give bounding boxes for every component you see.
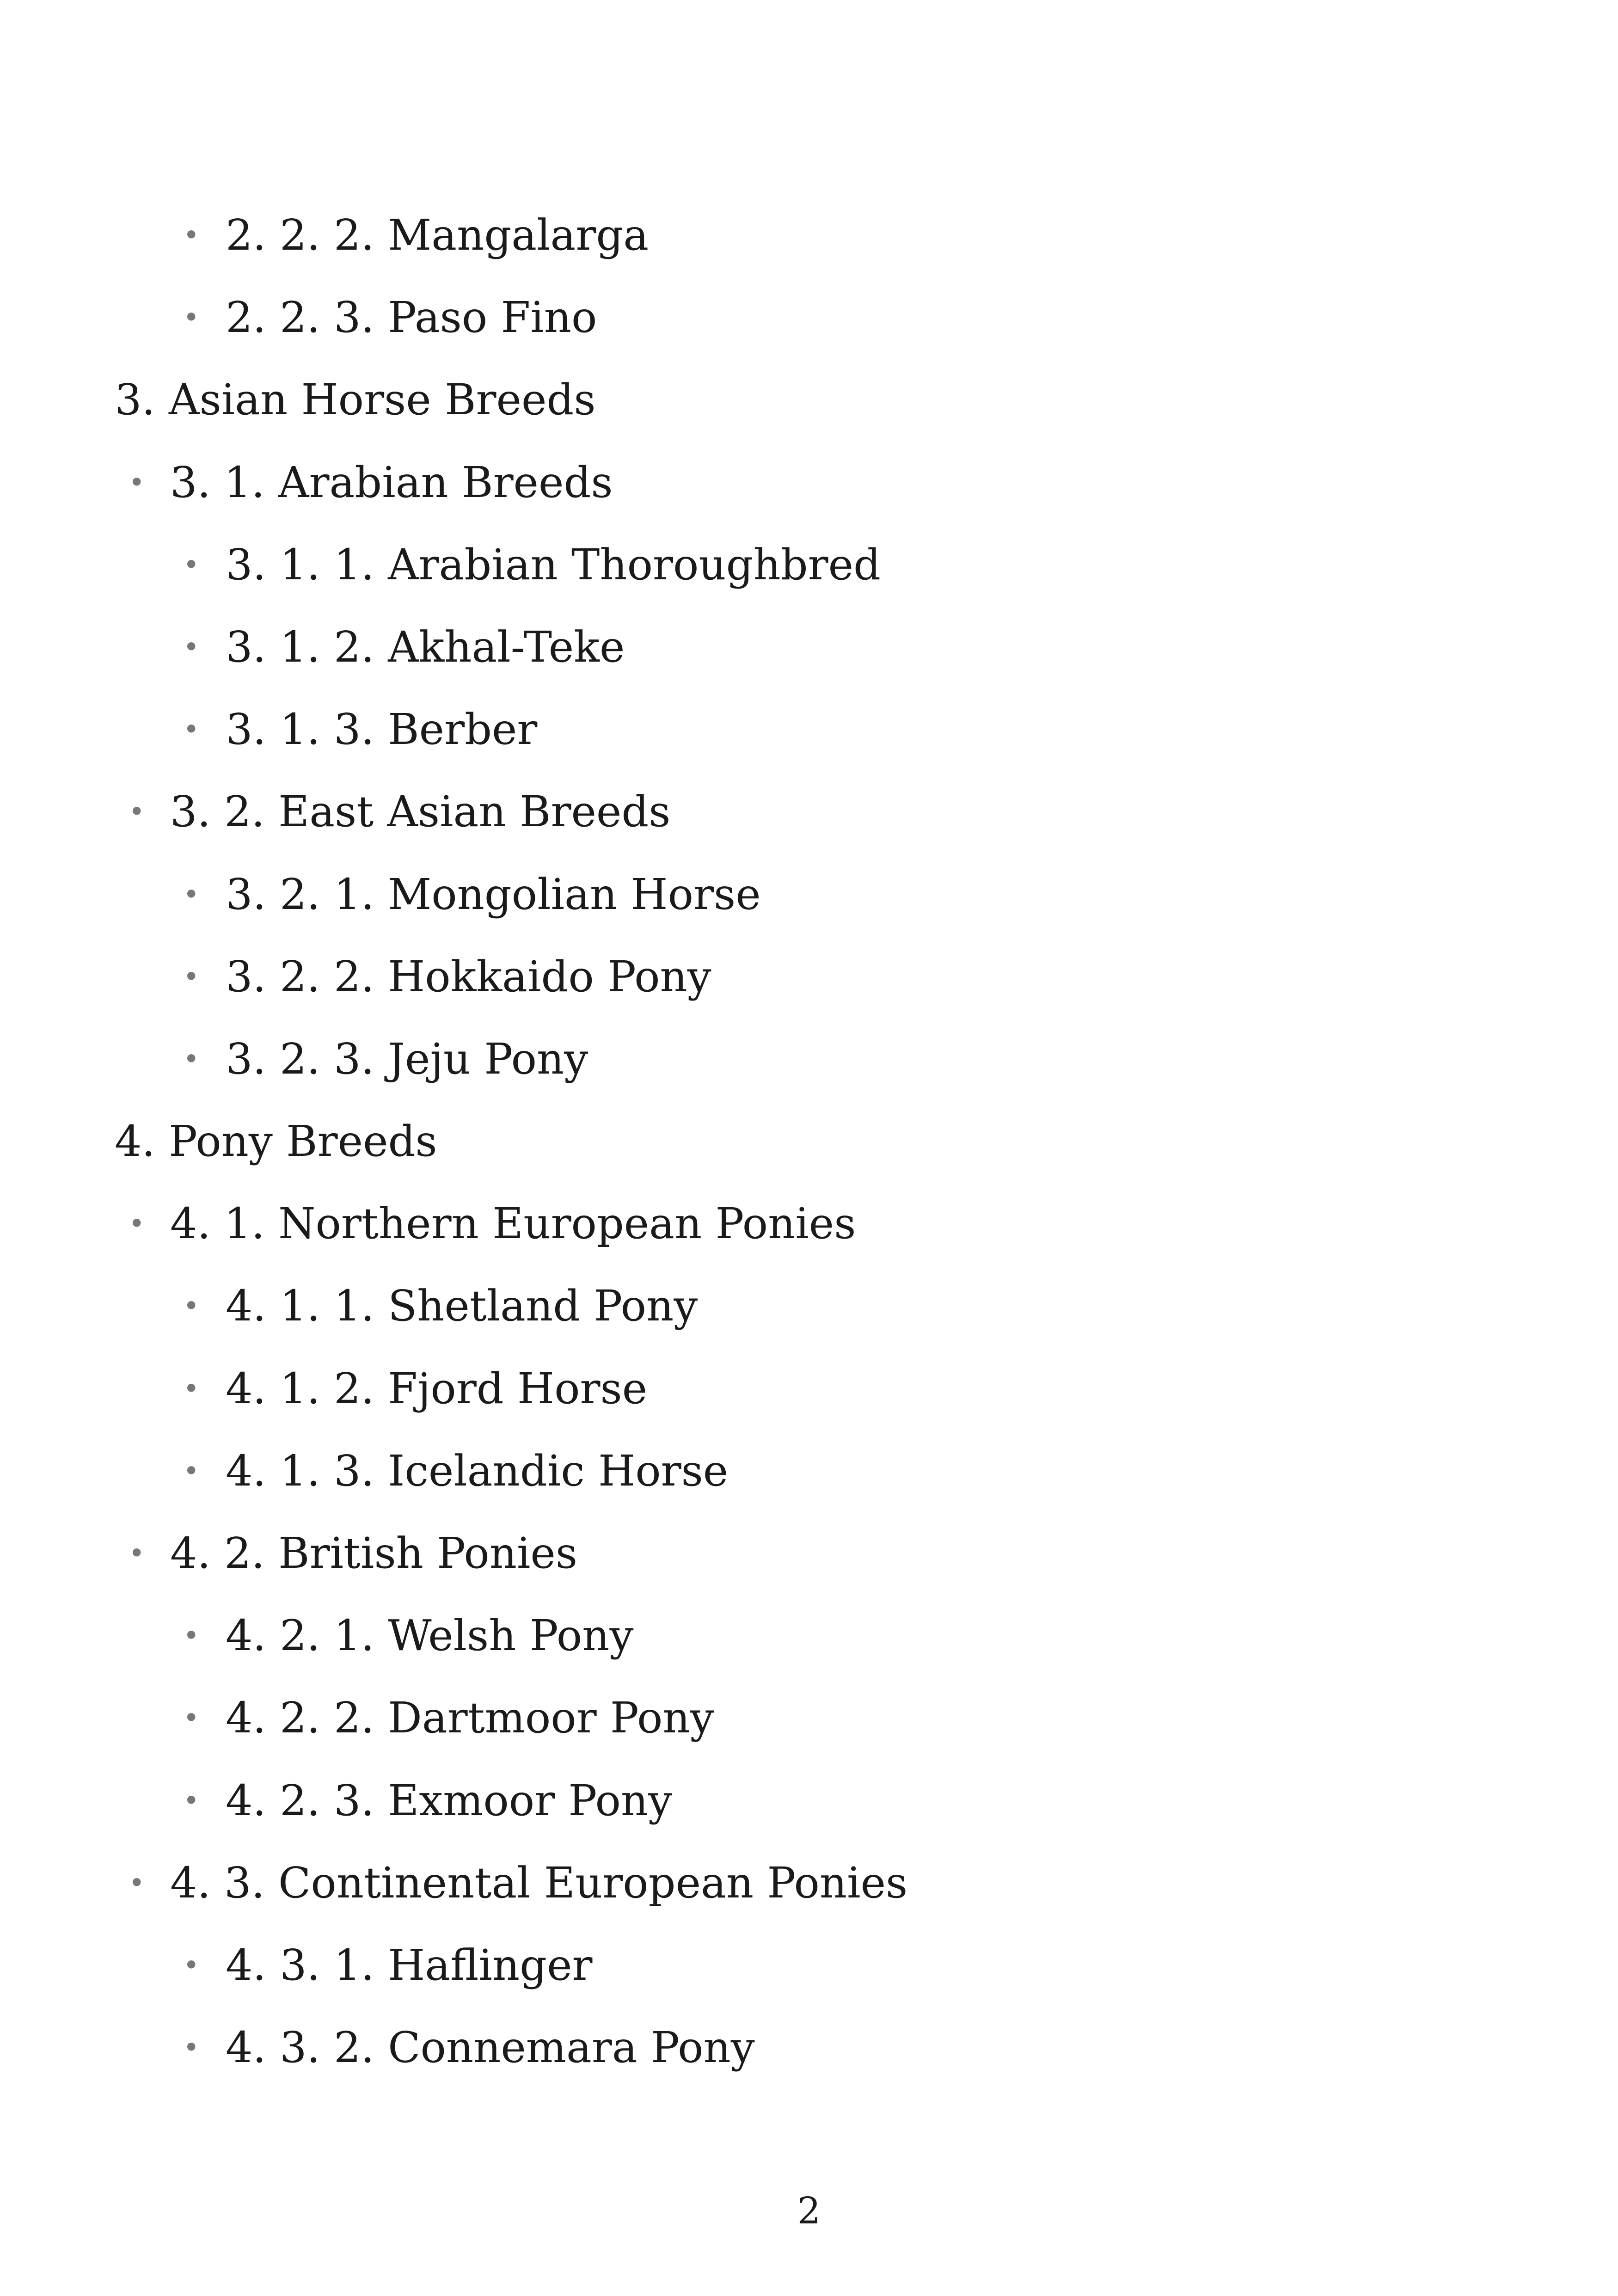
outline-heading [115, 1100, 907, 1183]
bullet-icon: • [183, 1784, 200, 1817]
bullet-icon: • [183, 1455, 200, 1487]
outline-subheading [115, 1512, 907, 1595]
bullet-icon: • [183, 960, 200, 993]
bullet-icon: • [183, 1620, 200, 1652]
outline-item-label: 3. 2. 3. Jeju Pony [226, 1034, 588, 1084]
outline-item-label: 3. 1. 2. Akhal-Teke [226, 622, 625, 672]
outline-item [115, 1677, 907, 1759]
outline-item [115, 2007, 907, 2089]
outline-item-label: 4. 2. 1. Welsh Pony [226, 1611, 634, 1661]
outline-item-label: 4. 2. 2. Dartmoor Pony [226, 1693, 714, 1743]
outline-item-label: 3. 2. East Asian Breeds [170, 787, 671, 837]
outline-item [115, 1924, 907, 2007]
outline-item [115, 276, 907, 359]
outline-item [115, 194, 907, 276]
outline-item-label: 3. 1. 1. Arabian Thoroughbred [226, 540, 881, 589]
outline-item-label: 3. 2. 1. Mongolian Horse [226, 869, 761, 919]
outline-item [115, 936, 907, 1018]
outline-item-label: 2. 2. 2. Mangalarga [226, 210, 649, 260]
outline-item-label: 2. 2. 3. Paso Fino [226, 293, 597, 343]
outline-item-label: 4. 1. 2. Fjord Horse [226, 1363, 648, 1413]
outline-item-label: 4. 3. 1. Haflinger [226, 1940, 593, 1990]
outline-item-label: 3. 1. 3. Berber [226, 705, 538, 755]
outline-heading [115, 359, 907, 441]
outline-item-label: 4. 1. 3. Icelandic Horse [226, 1446, 729, 1496]
bullet-icon: • [183, 219, 200, 252]
outline-subheading [115, 771, 907, 853]
bullet-icon: • [129, 1208, 145, 1240]
bullet-icon: • [183, 631, 200, 663]
outline-subheading [115, 1842, 907, 1924]
outline-item-label: 4. 3. 2. Connemara Pony [226, 2023, 755, 2073]
outline-item [115, 1595, 907, 1677]
bullet-icon: • [129, 1866, 145, 1899]
outline-item-label: 4. 1. Northern European Ponies [170, 1199, 856, 1249]
bullet-icon: • [183, 1290, 200, 1323]
bullet-icon: • [183, 1043, 200, 1075]
page-number: 2 [797, 2189, 821, 2232]
outline-item [115, 1760, 907, 1842]
bullet-icon: • [183, 1949, 200, 1982]
bullet-icon: • [183, 2032, 200, 2064]
outline-subheading [115, 1183, 907, 1265]
bullet-icon: • [183, 713, 200, 746]
outline-item [115, 1018, 907, 1100]
outline-item [115, 1430, 907, 1512]
outline-item-label: 3. 2. 2. Hokkaido Pony [226, 952, 711, 1001]
bullet-icon: • [183, 878, 200, 911]
outline-item [115, 853, 907, 936]
bullet-icon: • [129, 796, 145, 829]
outline-item [115, 1348, 907, 1430]
outline-item [115, 1265, 907, 1347]
outline-item-label: 4. 1. 1. Shetland Pony [226, 1281, 698, 1331]
bullet-icon: • [129, 466, 145, 499]
outline-item [115, 688, 907, 771]
outline-item-label: 4. Pony Breeds [115, 1117, 437, 1166]
outline-subheading [115, 442, 907, 524]
outline-item-label: 4. 2. 3. Exmoor Pony [226, 1775, 673, 1825]
breed-outline-list [115, 194, 907, 2089]
bullet-icon: • [129, 1537, 145, 1570]
bullet-icon: • [183, 301, 200, 334]
outline-item [115, 524, 907, 606]
bullet-icon: • [183, 1372, 200, 1405]
bullet-icon: • [183, 1702, 200, 1735]
outline-item-label: 4. 3. Continental European Ponies [170, 1858, 908, 1908]
outline-item-label: 3. Asian Horse Breeds [115, 375, 596, 425]
bullet-icon: • [183, 548, 200, 581]
outline-item-label: 4. 2. British Ponies [170, 1529, 578, 1578]
outline-item [115, 606, 907, 688]
outline-item-label: 3. 1. Arabian Breeds [170, 457, 613, 507]
